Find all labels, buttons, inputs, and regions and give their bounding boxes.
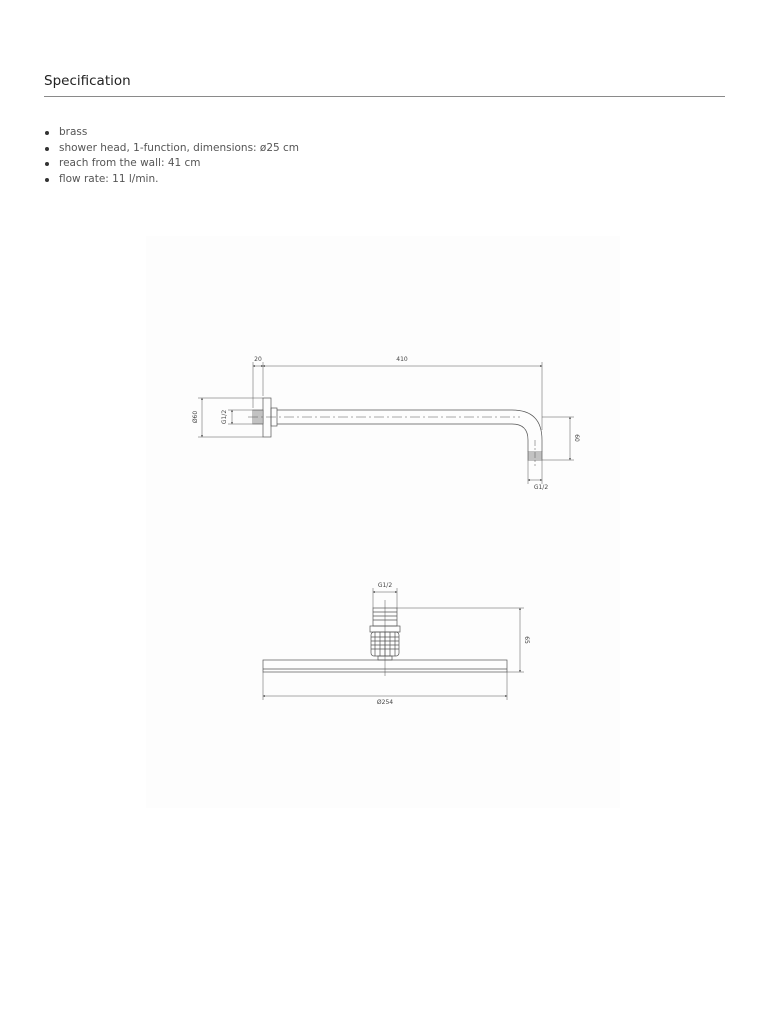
arm-tube-top — [277, 410, 542, 452]
dim-wall-plate-depth — [253, 362, 263, 408]
shower-head-drawing — [263, 600, 507, 676]
arm-tube-bottom — [277, 424, 528, 452]
dim-outlet-thread — [528, 460, 542, 484]
wall-plate-outline — [263, 398, 271, 437]
dim-label-outlet-thread: G1/2 — [533, 484, 549, 491]
section-title: Specification — [44, 73, 131, 89]
spec-item-flow-rate: flow rate: 11 l/min. — [44, 172, 299, 188]
dim-label-head-thread: G1/2 — [377, 582, 393, 589]
dim-label-inlet-thread: G1/2 — [221, 409, 228, 425]
dim-label-reach: 410 — [396, 356, 408, 363]
spec-item-reach: reach from the wall: 41 cm — [44, 156, 299, 172]
dim-label-head-diameter: Ø254 — [376, 699, 394, 706]
dim-head-diameter — [263, 672, 507, 700]
spec-item-shower-head: shower head, 1-function, dimensions: ø25 cm — [44, 141, 299, 157]
dim-label-plate-diameter: Ø60 — [192, 410, 199, 424]
dim-reach — [263, 362, 542, 430]
dim-arm-drop — [542, 417, 574, 460]
shower-arm-drawing — [248, 398, 542, 466]
spec-item-material: brass — [44, 125, 299, 141]
dim-label-head-height: 65 — [523, 636, 530, 644]
dim-label-arm-drop: 60 — [573, 434, 580, 442]
dim-label-wall-plate-depth: 20 — [254, 356, 262, 363]
dim-head-height — [397, 608, 524, 672]
